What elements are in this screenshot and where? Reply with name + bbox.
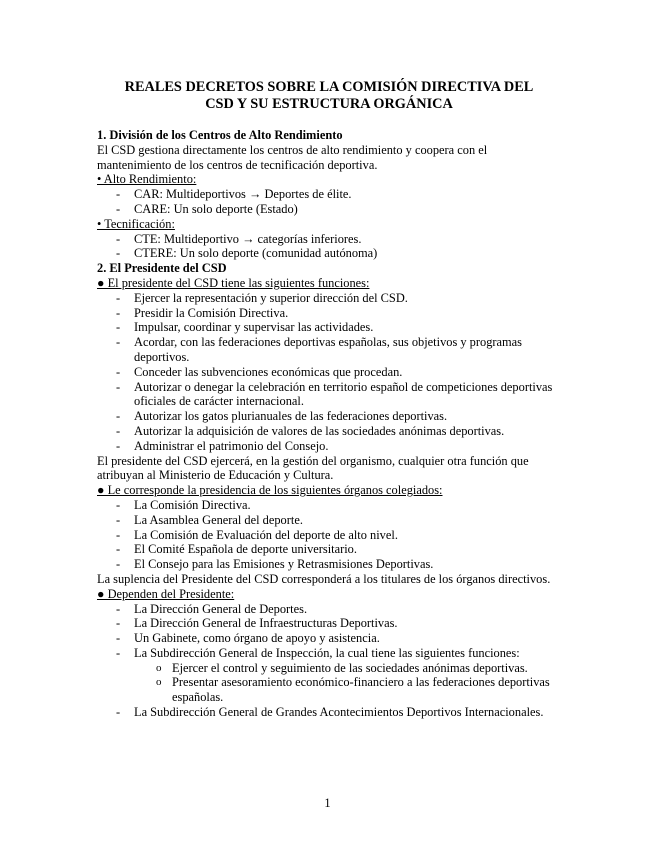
list-item: - El Comité Española de deporte universitario. xyxy=(97,542,557,557)
section-1-intro: El CSD gestiona directamente los centros de alto rendimiento y coopera con el mantenimiento de los centros de tecnificación deportiva. xyxy=(97,142,488,172)
page-number: 1 xyxy=(324,796,331,810)
list-item: - CAR: Multideportivos → Deportes de élite. xyxy=(97,187,557,202)
inspeccion-functions-list xyxy=(134,661,557,705)
dependen-list xyxy=(97,602,557,720)
title-line-2: CSD Y SU ESTRUCTURA ORGÁNICA xyxy=(205,96,453,112)
list-item: - CTERE: Un solo deporte (comunidad autónoma) xyxy=(97,246,557,261)
list-item: - Presidir la Comisión Directiva. xyxy=(97,306,557,321)
list-item: - Autorizar o denegar la celebración en territorio español de competiciones deportivas oficiales de carácter internacional. xyxy=(97,380,557,410)
list-item: o Presentar asesoramiento económico-financiero a las federaciones deportivas españolas. xyxy=(134,675,557,705)
suplencia-paragraph: La suplencia del Presidente del CSD corresponderá a los titulares de los órganos directivos. xyxy=(97,571,551,586)
otra-funcion-paragraph: El presidente del CSD ejercerá, en la gestión del organismo, cualquier otra función que atribuyan al Ministerio de Educación y Cultura. xyxy=(97,453,529,483)
organos-list xyxy=(97,498,557,572)
list-item: - Autorizar la adquisición de valores de las sociedades anónimas deportivas. xyxy=(97,424,557,439)
list-item: - CARE: Un solo deporte (Estado) xyxy=(97,202,557,217)
list-item: - Impulsar, coordinar y supervisar las actividades. xyxy=(97,320,557,335)
list-item: - Autorizar los gatos plurianuales de las federaciones deportivas. xyxy=(97,409,557,424)
list-item: - La Subdirección General de Grandes Acontecimientos Deportivos Internacionales. xyxy=(97,705,557,720)
list-item: - La Asamblea General del deporte. xyxy=(97,513,557,528)
list-item: - CTE: Multideportivo → categorías inferiores. xyxy=(97,232,557,247)
list-item: - Administrar el patrimonio del Consejo. xyxy=(97,439,557,454)
organos-label: ● Le corresponde la presidencia de los siguientes órganos colegiados: xyxy=(97,483,443,498)
section-1-heading: 1. División de los Centros de Alto Rendimiento xyxy=(97,128,343,142)
funciones-list xyxy=(97,291,557,454)
list-item: - La Dirección General de Deportes. xyxy=(97,602,557,617)
list-item: - Acordar, con las federaciones deportivas españolas, sus objetivos y programas deportivos. xyxy=(97,335,557,365)
document-body xyxy=(97,128,557,720)
alto-rendimiento-label: • Alto Rendimiento: xyxy=(97,172,197,187)
list-item: - La Comisión de Evaluación del deporte de alto nivel. xyxy=(97,528,557,543)
list-item: - Conceder las subvenciones económicas que procedan. xyxy=(97,365,557,380)
list-item: - El Consejo para las Emisiones y Retrasmisiones Deportivas. xyxy=(97,557,557,572)
list-item: - La Comisión Directiva. xyxy=(97,498,557,513)
list-item xyxy=(97,646,557,705)
page-title xyxy=(90,79,568,113)
list-item: o Ejercer el control y seguimiento de las sociedades anónimas deportivas. xyxy=(134,661,557,676)
alto-rendimiento-list xyxy=(97,187,557,217)
list-item: - Un Gabinete, como órgano de apoyo y asistencia. xyxy=(97,631,557,646)
list-item: - La Dirección General de Infraestructuras Deportivas. xyxy=(97,616,557,631)
inspeccion-item-text: La Subdirección General de Inspección, la cual tiene las siguientes funciones: xyxy=(134,645,520,660)
title-line-1: REALES DECRETOS SOBRE LA COMISIÓN DIRECTIVA DEL xyxy=(124,79,534,95)
tecnificacion-label: • Tecnificación: xyxy=(97,216,175,231)
tecnificacion-list xyxy=(97,232,557,262)
funciones-label: ● El presidente del CSD tiene las siguientes funciones: xyxy=(97,275,370,290)
dependen-label: ● Dependen del Presidente: xyxy=(97,586,235,601)
section-2-heading: 2. El Presidente del CSD xyxy=(97,261,227,276)
list-item: - Ejercer la representación y superior dirección del CSD. xyxy=(97,291,557,306)
